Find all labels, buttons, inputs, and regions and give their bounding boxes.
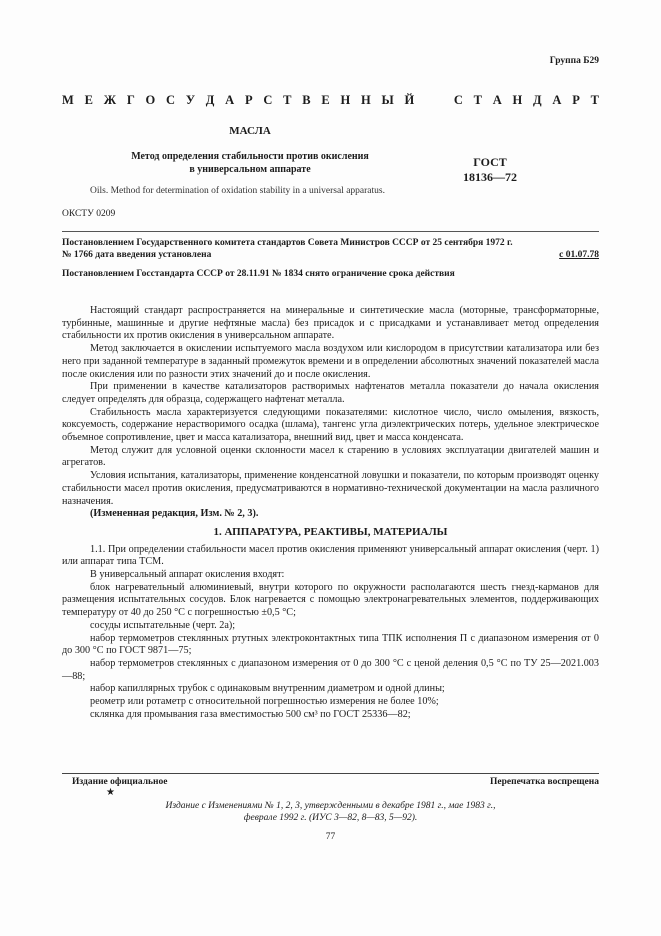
edition-note bbox=[62, 800, 599, 824]
english-title: Oils. Method for determination of oxidation stability in a universal apparatus. bbox=[90, 186, 385, 196]
document-subtitle bbox=[60, 150, 440, 176]
group-code: Группа Б29 bbox=[549, 56, 599, 66]
paragraph: блок нагревательный алюминиевый, внутри которого по окружности располагаются шесть гнезд-карманов для размещения испытательных сосудов. Блок нагревается с помощью электронагревательных элементов, поддерживающих температуру от 40 до 250 °С с погрешностью ±0,5 °С; bbox=[62, 581, 599, 619]
official-edition: Издание официальное bbox=[72, 777, 168, 787]
banner-letter: С bbox=[166, 93, 176, 107]
paragraph: набор термометров стеклянных ртутных электроконтактных типа ТПК исполнения П с диапазоном измерения от 0 до 300 °С по ГОСТ 9871—75; bbox=[62, 632, 599, 657]
okstu-code: ОКСТУ 0209 bbox=[62, 209, 116, 219]
effective-date: с 01.07.78 bbox=[559, 250, 599, 260]
gost-label: ГОСТ bbox=[473, 155, 507, 169]
banner-letter: А bbox=[492, 93, 502, 107]
gost-number bbox=[455, 155, 525, 185]
banner-letter: А bbox=[552, 93, 562, 107]
paragraph: набор капиллярных трубок с одинаковым внутренним диаметром и одной длины; bbox=[90, 683, 445, 695]
banner-letter: Ы bbox=[381, 93, 394, 107]
paragraph: В универсальный аппарат окисления входят: bbox=[90, 569, 285, 581]
gost-code: 18136—72 bbox=[463, 170, 517, 184]
banner-letter: Е bbox=[321, 93, 330, 107]
note-line: Издание с Изменениями № 1, 2, 3, утвержденными в декабре 1981 г., мае 1983 г., bbox=[165, 801, 496, 811]
banner-letter: Н bbox=[512, 93, 523, 107]
paragraph: Условия испытания, катализаторы, применение конденсатной ловушки и показатели, по которым производят оценку стабильности масел против окисления, предусматриваются в нормативно-технической документации на масла различного назначения. bbox=[62, 470, 599, 507]
paragraph: реометр или ротаметр с относительной погрешностью измерения не более 10%; bbox=[90, 696, 439, 708]
paragraph: Настоящий стандарт распространяется на минеральные и синтетические масла (моторные, трансформаторные, турбинные, машинные и другие нефтяные масла) без присадок и с присадками и устанавливает метод определения стабильности их против окисления в универсальном аппарате. bbox=[62, 305, 599, 342]
paragraph: Метод служит для условной оценки склонности масел к старению в условиях эксплуатации двигателей машин и агрегатов. bbox=[62, 444, 599, 469]
banner-letter: М bbox=[62, 93, 74, 107]
banner-letter: Т bbox=[473, 93, 482, 107]
paragraph: склянка для промывания газа вместимостью 500 см³ по ГОСТ 25336—82; bbox=[90, 708, 411, 720]
banner-letter: А bbox=[225, 93, 235, 107]
banner-letter: Р bbox=[244, 93, 253, 107]
banner-letter: Н bbox=[340, 93, 351, 107]
subtitle-line: Метод определения стабильности против окисления bbox=[131, 151, 369, 162]
paragraph: сосуды испытательные (черт. 2а); bbox=[90, 619, 236, 631]
paragraph: 1.1. При определении стабильности масел против окисления применяют универсальный аппарат окисления (черт. 1) или аппарат типа ТСМ. bbox=[62, 543, 599, 568]
document-title: МАСЛА bbox=[229, 125, 271, 137]
note-line: феврале 1992 г. (ИУС 3—82, 8—83, 5—92). bbox=[243, 813, 418, 823]
banner-letter: Е bbox=[84, 93, 93, 107]
decree-row bbox=[62, 249, 599, 261]
banner-letter: О bbox=[145, 93, 156, 107]
reprint-notice: Перепечатка воспрещена bbox=[489, 777, 599, 787]
decree-line: № 1766 дата введения установлена bbox=[62, 250, 212, 260]
decree-note: Постановлением Госстандарта СССР от 28.11.91 № 1834 снято ограничение срока действия bbox=[62, 269, 455, 279]
banner-gap bbox=[425, 93, 443, 108]
banner-letter: Д bbox=[533, 93, 542, 107]
star-icon: ★ bbox=[106, 787, 115, 798]
subtitle-line: в универсальном аппарате bbox=[189, 164, 311, 175]
banner-letter: Д bbox=[205, 93, 215, 107]
banner-letter: Р bbox=[572, 93, 580, 107]
banner-letter: Т bbox=[283, 93, 292, 107]
paragraph: При применении в качестве катализаторов растворимых нафтенатов металла показатели до начала окисления следует определять для образца, содержащего нафтенат металла. bbox=[62, 381, 599, 405]
decree-block bbox=[62, 237, 599, 261]
footer-divider bbox=[62, 773, 599, 774]
banner-letter: С bbox=[453, 93, 463, 107]
banner-letter: Й bbox=[404, 93, 415, 107]
banner-letter: В bbox=[302, 93, 311, 107]
banner-letter: Ж bbox=[103, 93, 117, 107]
banner-letter: У bbox=[185, 93, 196, 107]
divider bbox=[62, 231, 599, 232]
decree-line: Постановлением Государственного комитета стандартов Совета Министров СССР от 25 сентября 1972 г. bbox=[62, 238, 513, 248]
section-heading: 1. АППАРАТУРА, РЕАКТИВЫ, МАТЕРИАЛЫ bbox=[213, 525, 448, 538]
page-number: 77 bbox=[325, 832, 336, 842]
banner-letter: Н bbox=[361, 93, 371, 107]
paragraph: Метод заключается в окислении испытуемого масла воздухом или кислородом в присутствии катализатора или без него при заданной температуре в заданный промежуток времени и в определении абсолютных значений показателей масла после окисления или по разности этих значений до и после окисления. bbox=[62, 343, 599, 380]
banner-letter: С bbox=[263, 93, 273, 107]
banner-letter: Т bbox=[590, 93, 599, 107]
standard-banner bbox=[62, 93, 599, 108]
revision-note: (Измененная редакция, Изм. № 2, 3). bbox=[90, 508, 259, 520]
banner-letter: Г bbox=[126, 93, 135, 107]
paragraph: Стабильность масла характеризуется следующими показателями: кислотное число, число омыления, вязкость, коксуемость, содержание нерастворимого осадка (шлама), тангенс угла диэлектрических потерь, удельное электрическое объемное сопротивление, цвет и масса катализатора, внешний вид, цвет и масса конденсата. bbox=[62, 406, 599, 444]
body-text bbox=[62, 305, 599, 722]
paragraph: набор термометров стеклянных с диапазоном измерения от 0 до 300 °С с ценой деления 0,5 °С по ТУ 25—2021.003—88; bbox=[62, 657, 599, 682]
